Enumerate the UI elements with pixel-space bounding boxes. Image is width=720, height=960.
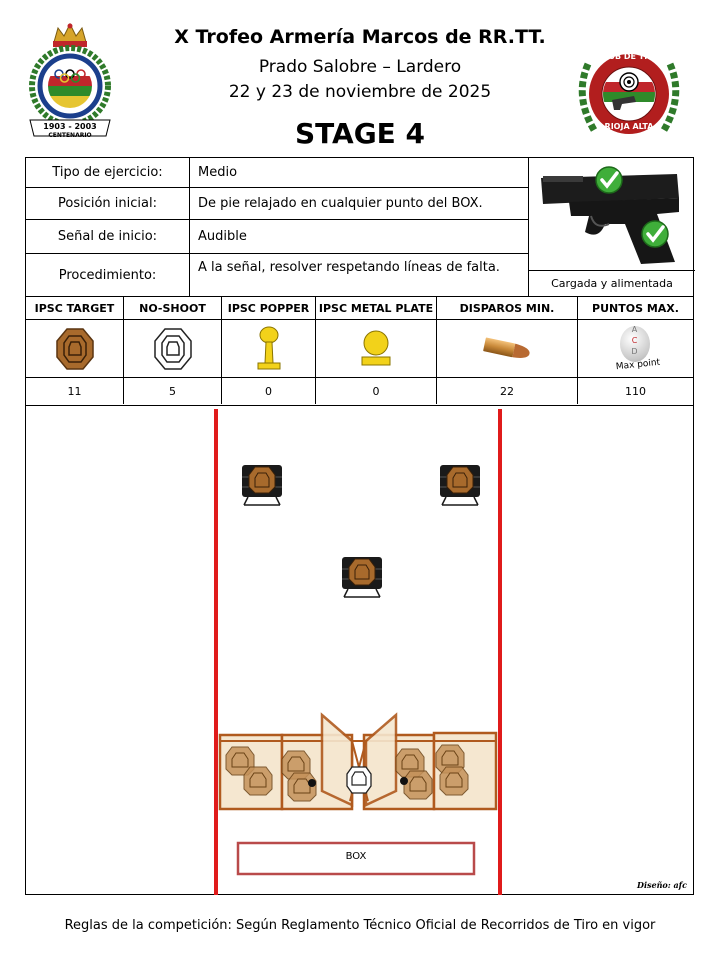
metal-plate-icon bbox=[358, 329, 394, 369]
column-value: 0 bbox=[265, 384, 272, 398]
club-logo-top-text: CLUB DE TIRO bbox=[597, 52, 661, 61]
info-row-start-signal bbox=[26, 220, 528, 254]
max-point-letter: D bbox=[631, 346, 638, 356]
target-column bbox=[26, 297, 124, 404]
standing-target bbox=[342, 557, 382, 597]
venue: Prado Salobre – Lardero bbox=[258, 57, 462, 77]
target-column bbox=[124, 297, 222, 404]
club-logo-bottom-text: RIOJA ALTA bbox=[604, 122, 654, 131]
pistol-icon bbox=[529, 158, 696, 270]
column-value: 22 bbox=[500, 384, 514, 398]
max-point-label: Max point bbox=[614, 357, 661, 372]
target-column bbox=[316, 297, 437, 404]
no-shoot-target bbox=[347, 767, 371, 793]
designer-signature: Diseño: afc bbox=[637, 880, 687, 890]
info-value: De pie relajado en cualquier punto del BOX. bbox=[198, 196, 483, 211]
column-header: NO-SHOOT bbox=[124, 297, 221, 320]
column-header: IPSC POPPER bbox=[222, 297, 315, 320]
column-header: IPSC TARGET bbox=[26, 297, 123, 320]
target-summary-table bbox=[25, 297, 694, 406]
footer-rules: Reglas de la competición: Según Reglamento Técnico Oficial de Recorridos de Tiro en vigor bbox=[64, 918, 656, 933]
column-value: 11 bbox=[67, 384, 82, 398]
logo-ribbon-text: CENTENARIO bbox=[48, 132, 92, 139]
info-value: Audible bbox=[198, 229, 247, 244]
max-point-letter: C bbox=[631, 335, 638, 345]
info-label: Tipo de ejercicio: bbox=[26, 158, 190, 187]
pistol-condition bbox=[528, 158, 695, 296]
column-value: 5 bbox=[169, 384, 176, 398]
column-value: 0 bbox=[372, 384, 380, 398]
info-label: Señal de inicio: bbox=[26, 220, 190, 253]
box-label: BOX bbox=[345, 851, 367, 862]
club-logo bbox=[572, 44, 686, 148]
target-column bbox=[578, 297, 693, 404]
info-label: Posición inicial: bbox=[26, 188, 190, 219]
target-column bbox=[437, 297, 578, 404]
info-row-procedure bbox=[26, 254, 528, 296]
ipsc-target-icon bbox=[55, 327, 95, 371]
exercise-info-table bbox=[25, 157, 694, 297]
standing-target bbox=[242, 465, 282, 505]
column-value: 110 bbox=[625, 384, 646, 398]
info-row-start-position bbox=[26, 188, 528, 220]
bullet-icon bbox=[480, 334, 534, 364]
standing-target bbox=[440, 465, 480, 505]
info-value: Medio bbox=[198, 165, 238, 180]
page-title: X Trofeo Armería Marcos de RR.TT. bbox=[174, 26, 546, 48]
info-value: A la señal, resolver respetando líneas de falta. bbox=[198, 260, 500, 275]
target-column bbox=[222, 297, 316, 404]
no-shoot-icon bbox=[153, 327, 193, 371]
info-row-type bbox=[26, 158, 528, 188]
event-dates: 22 y 23 de noviembre de 2025 bbox=[228, 82, 492, 102]
pistol-caption: Cargada y alimentada bbox=[529, 270, 695, 296]
federation-logo bbox=[26, 22, 114, 144]
column-header: IPSC METAL PLATE bbox=[316, 297, 436, 320]
column-header: PUNTOS MAX. bbox=[578, 297, 693, 320]
max-point-letter: A bbox=[631, 324, 638, 334]
info-label: Procedimiento: bbox=[26, 254, 190, 296]
max-point-icon bbox=[606, 322, 666, 376]
stage-title: STAGE 4 bbox=[294, 117, 426, 150]
logo-years: 1903 - 2003 bbox=[43, 122, 97, 131]
stage-diagram bbox=[25, 405, 694, 895]
page-header bbox=[0, 0, 720, 158]
popper-icon bbox=[254, 325, 284, 373]
column-header: DISPAROS MIN. bbox=[437, 297, 577, 320]
